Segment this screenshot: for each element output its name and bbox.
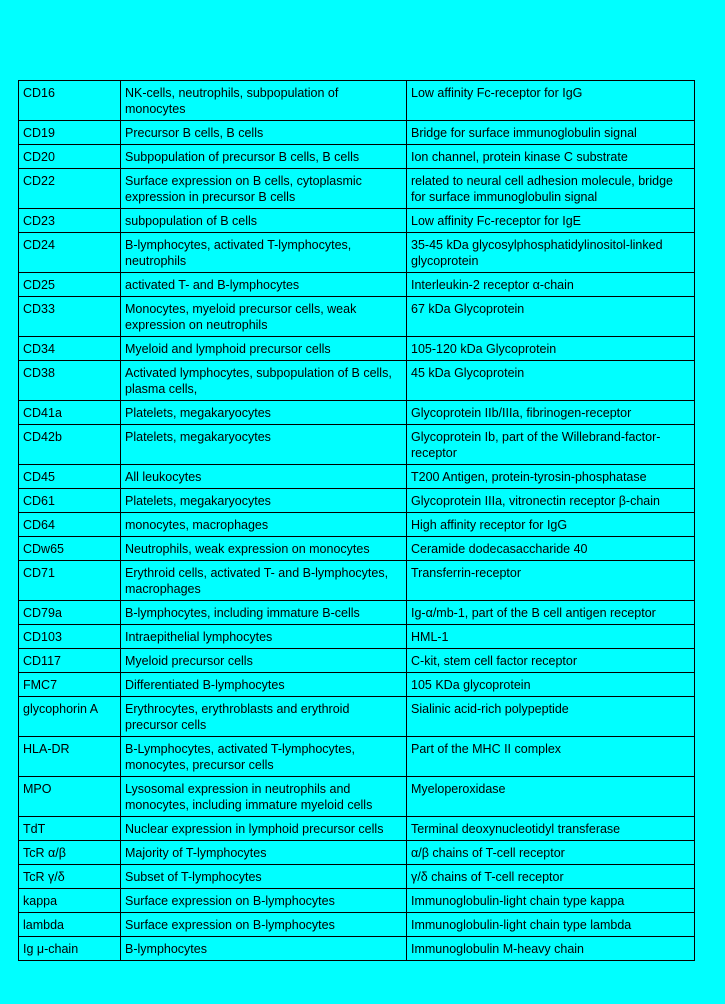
- function-cell: 67 kDa Glycoprotein: [407, 297, 695, 337]
- expression-cell: Subpopulation of precursor B cells, B cells: [121, 145, 407, 169]
- expression-cell: Precursor B cells, B cells: [121, 121, 407, 145]
- table-row: [19, 233, 695, 273]
- marker-cell: CD42b: [19, 425, 121, 465]
- marker-cell: CD23: [19, 209, 121, 233]
- table-row: [19, 673, 695, 697]
- marker-cell: HLA-DR: [19, 737, 121, 777]
- function-cell: Immunoglobulin M-heavy chain: [407, 937, 695, 961]
- expression-cell: Surface expression on B-lymphocytes: [121, 889, 407, 913]
- function-cell: Low affinity Fc-receptor for IgG: [407, 81, 695, 121]
- marker-cell: CD71: [19, 561, 121, 601]
- function-cell: Bridge for surface immunoglobulin signal: [407, 121, 695, 145]
- table-row: [19, 401, 695, 425]
- table-row: [19, 817, 695, 841]
- expression-cell: Platelets, megakaryocytes: [121, 401, 407, 425]
- expression-cell: Erythrocytes, erythroblasts and erythroid precursor cells: [121, 697, 407, 737]
- marker-cell: CD38: [19, 361, 121, 401]
- expression-cell: B-lymphocytes: [121, 937, 407, 961]
- function-cell: T200 Antigen, protein-tyrosin-phosphatase: [407, 465, 695, 489]
- function-cell: 105-120 kDa Glycoprotein: [407, 337, 695, 361]
- marker-cell: CD25: [19, 273, 121, 297]
- function-cell: Sialinic acid-rich polypeptide: [407, 697, 695, 737]
- expression-cell: Activated lymphocytes, subpopulation of B cells, plasma cells,: [121, 361, 407, 401]
- marker-cell: TdT: [19, 817, 121, 841]
- marker-cell: CD45: [19, 465, 121, 489]
- table-row: [19, 937, 695, 961]
- marker-cell: CD19: [19, 121, 121, 145]
- table-row: [19, 489, 695, 513]
- marker-cell: CDw65: [19, 537, 121, 561]
- table-row: [19, 81, 695, 121]
- table-row: [19, 697, 695, 737]
- expression-cell: Subset of T-lymphocytes: [121, 865, 407, 889]
- expression-cell: Neutrophils, weak expression on monocytes: [121, 537, 407, 561]
- function-cell: Glycoprotein IIb/IIIa, fibrinogen-receptor: [407, 401, 695, 425]
- function-cell: Part of the MHC II complex: [407, 737, 695, 777]
- table-row: [19, 561, 695, 601]
- marker-cell: TcR γ/δ: [19, 865, 121, 889]
- table-row: [19, 865, 695, 889]
- table-row: [19, 625, 695, 649]
- function-cell: Ig-α/mb-1, part of the B cell antigen receptor: [407, 601, 695, 625]
- expression-cell: Erythroid cells, activated T- and B-lymphocytes, macrophages: [121, 561, 407, 601]
- table-row: [19, 209, 695, 233]
- function-cell: Transferrin-receptor: [407, 561, 695, 601]
- expression-cell: Platelets, megakaryocytes: [121, 489, 407, 513]
- function-cell: 45 kDa Glycoprotein: [407, 361, 695, 401]
- expression-cell: All leukocytes: [121, 465, 407, 489]
- marker-cell: glycophorin A: [19, 697, 121, 737]
- table-row: [19, 601, 695, 625]
- expression-cell: activated T- and B-lymphocytes: [121, 273, 407, 297]
- marker-cell: CD64: [19, 513, 121, 537]
- function-cell: Interleukin-2 receptor α-chain: [407, 273, 695, 297]
- function-cell: Glycoprotein Ib, part of the Willebrand-factor-receptor: [407, 425, 695, 465]
- table-row: [19, 169, 695, 209]
- cd-marker-table-body: [19, 81, 695, 961]
- table-row: [19, 425, 695, 465]
- marker-cell: CD103: [19, 625, 121, 649]
- expression-cell: B-lymphocytes, activated T-lymphocytes, neutrophils: [121, 233, 407, 273]
- expression-cell: Majority of T-lymphocytes: [121, 841, 407, 865]
- expression-cell: subpopulation of B cells: [121, 209, 407, 233]
- expression-cell: Monocytes, myeloid precursor cells, weak expression on neutrophils: [121, 297, 407, 337]
- expression-cell: Intraepithelial lymphocytes: [121, 625, 407, 649]
- marker-cell: CD20: [19, 145, 121, 169]
- marker-cell: CD33: [19, 297, 121, 337]
- expression-cell: Surface expression on B-lymphocytes: [121, 913, 407, 937]
- expression-cell: B-lymphocytes, including immature B-cells: [121, 601, 407, 625]
- marker-cell: CD61: [19, 489, 121, 513]
- function-cell: α/β chains of T-cell receptor: [407, 841, 695, 865]
- table-row: [19, 513, 695, 537]
- function-cell: 105 KDa glycoprotein: [407, 673, 695, 697]
- marker-cell: kappa: [19, 889, 121, 913]
- marker-cell: CD16: [19, 81, 121, 121]
- table-row: [19, 777, 695, 817]
- function-cell: C-kit, stem cell factor receptor: [407, 649, 695, 673]
- expression-cell: NK-cells, neutrophils, subpopulation of monocytes: [121, 81, 407, 121]
- marker-cell: CD34: [19, 337, 121, 361]
- cd-marker-table: [18, 80, 695, 961]
- expression-cell: Nuclear expression in lymphoid precursor cells: [121, 817, 407, 841]
- expression-cell: Differentiated B-lymphocytes: [121, 673, 407, 697]
- function-cell: Myeloperoxidase: [407, 777, 695, 817]
- marker-cell: CD117: [19, 649, 121, 673]
- marker-cell: FMC7: [19, 673, 121, 697]
- table-row: [19, 273, 695, 297]
- function-cell: Terminal deoxynucleotidyl transferase: [407, 817, 695, 841]
- function-cell: Low affinity Fc-receptor for IgE: [407, 209, 695, 233]
- function-cell: High affinity receptor for IgG: [407, 513, 695, 537]
- table-row: [19, 913, 695, 937]
- function-cell: Immunoglobulin-light chain type lambda: [407, 913, 695, 937]
- table-row: [19, 465, 695, 489]
- marker-cell: MPO: [19, 777, 121, 817]
- expression-cell: Platelets, megakaryocytes: [121, 425, 407, 465]
- marker-cell: CD41a: [19, 401, 121, 425]
- expression-cell: B-Lymphocytes, activated T-lymphocytes, monocytes, precursor cells: [121, 737, 407, 777]
- table-row: [19, 537, 695, 561]
- marker-cell: Ig μ-chain: [19, 937, 121, 961]
- function-cell: 35-45 kDa glycosylphosphatidylinositol-linked glycoprotein: [407, 233, 695, 273]
- marker-cell: CD22: [19, 169, 121, 209]
- expression-cell: Surface expression on B cells, cytoplasmic expression in precursor B cells: [121, 169, 407, 209]
- function-cell: Immunoglobulin-light chain type kappa: [407, 889, 695, 913]
- table-row: [19, 121, 695, 145]
- function-cell: γ/δ chains of T-cell receptor: [407, 865, 695, 889]
- expression-cell: Myeloid and lymphoid precursor cells: [121, 337, 407, 361]
- marker-cell: lambda: [19, 913, 121, 937]
- marker-cell: CD79a: [19, 601, 121, 625]
- expression-cell: Myeloid precursor cells: [121, 649, 407, 673]
- function-cell: Ceramide dodecasaccharide 40: [407, 537, 695, 561]
- expression-cell: Lysosomal expression in neutrophils and monocytes, including immature myeloid cells: [121, 777, 407, 817]
- function-cell: related to neural cell adhesion molecule, bridge for surface immunoglobulin signal: [407, 169, 695, 209]
- function-cell: HML-1: [407, 625, 695, 649]
- function-cell: Glycoprotein IIIa, vitronectin receptor β-chain: [407, 489, 695, 513]
- marker-cell: TcR α/β: [19, 841, 121, 865]
- table-row: [19, 737, 695, 777]
- table-row: [19, 337, 695, 361]
- expression-cell: monocytes, macrophages: [121, 513, 407, 537]
- table-row: [19, 889, 695, 913]
- table-row: [19, 145, 695, 169]
- function-cell: Ion channel, protein kinase C substrate: [407, 145, 695, 169]
- table-row: [19, 297, 695, 337]
- table-row: [19, 649, 695, 673]
- table-row: [19, 361, 695, 401]
- table-row: [19, 841, 695, 865]
- marker-cell: CD24: [19, 233, 121, 273]
